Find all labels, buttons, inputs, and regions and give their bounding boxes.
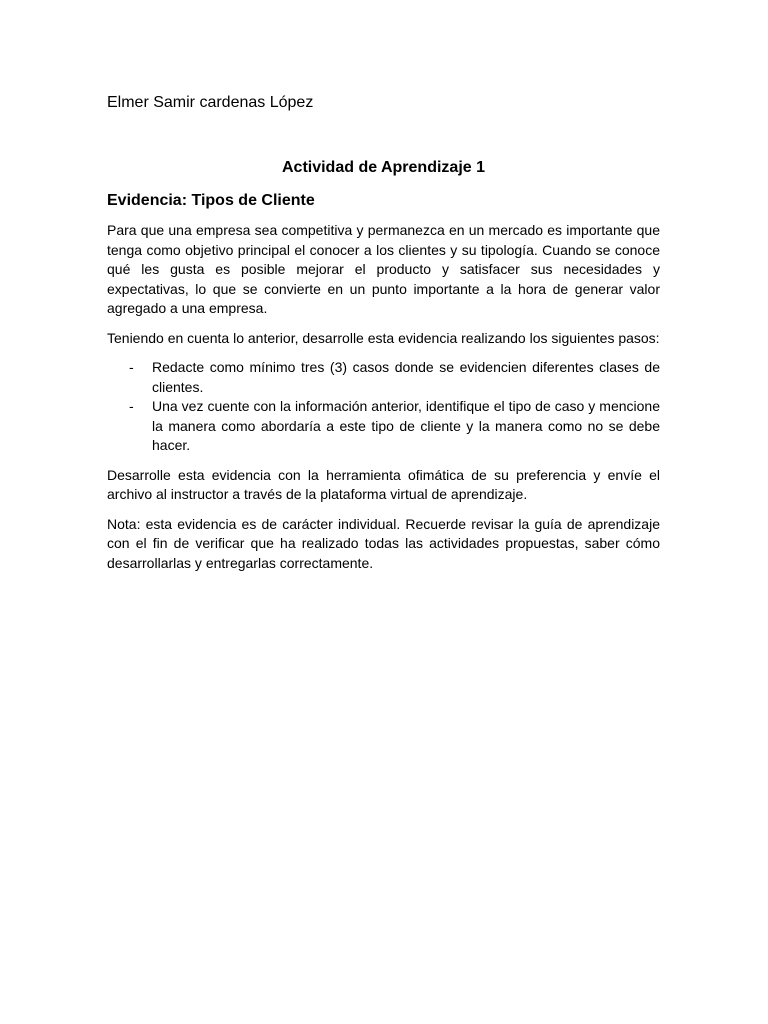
bullet-marker: - [129,359,134,375]
list-item [107,358,660,397]
submission-paragraph: Desarrolle esta evidencia con la herramienta ofimática de su preferencia y envíe el archivo al instructor a través de la plataforma virtual de aprendizaje. [107,466,660,502]
author-name: Elmer Samir cardenas López [107,94,314,111]
bullet-marker: - [129,398,134,414]
list-item [107,397,660,456]
activity-title: Actividad de Aprendizaje 1 [281,159,485,176]
note-paragraph: Nota: esta evidencia es de carácter individual. Recuerde revisar la guía de aprendizaje con el fin de verificar que ha realizado todas las actividades propuestas, saber cómo desarrollarlas y entregarlas correctamente. [107,515,660,571]
intro-paragraph: Para que una empresa sea competitiva y permanezca en un mercado es importante que tenga como objetivo principal el conocer a los clientes y su tipología. Cuando se conoce qué les gusta es posible mejorar el producto y satisfacer sus necesidades y expectativas, lo que se convierte en un punto importante a la hora de generar valor agregado a una empresa. [107,222,660,316]
document-body [107,221,660,583]
steps-list [107,358,660,456]
evidence-title: Evidencia: Tipos de Cliente [107,192,315,209]
step-text: Redacte como mínimo tres (3) casos donde se evidencien diferentes clases de clientes. [152,359,660,395]
instructions-paragraph: Teniendo en cuenta lo anterior, desarrolle esta evidencia realizando los siguientes pasos: [107,329,660,346]
step-text: Una vez cuente con la información anterior, identifique el tipo de caso y mencione la manera como abordaría a este tipo de cliente y la manera como no se debe hacer. [152,398,660,453]
